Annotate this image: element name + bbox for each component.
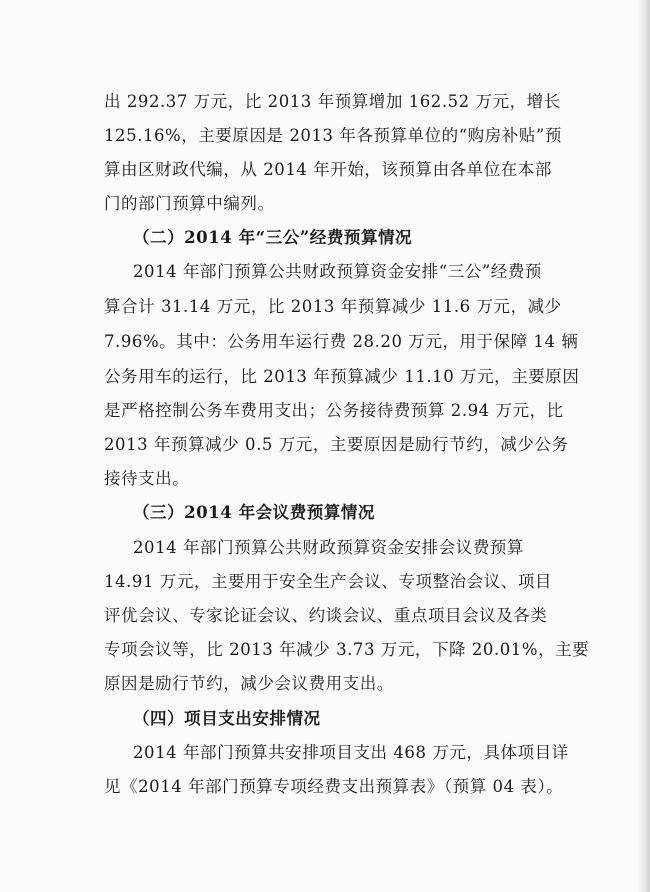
section-heading: （二）2014 年“三公”经费预算情况	[133, 228, 413, 247]
text-line: 125.16%，主要原因是 2013 年各预算单位的“购房补贴”预	[104, 126, 562, 145]
text-line: 算由区财政代编，从 2014 年开始，该预算由各单位在本部	[104, 160, 552, 179]
text-line: 7.96%。其中：公务用车运行费 28.20 万元，用于保障 14 辆	[104, 332, 579, 351]
text-line: 2013 年预算减少 0.5 万元，主要原因是励行节约，减少公务	[104, 435, 569, 454]
text-line: 出 292.37 万元，比 2013 年预算增加 162.52 万元，增长	[104, 92, 561, 111]
text-line: 2014 年部门预算共安排项目支出 468 万元，具体项目详	[133, 743, 569, 762]
text-line: 算合计 31.14 万元，比 2013 年预算减少 11.6 万元，减少	[104, 297, 562, 316]
scan-edge-shadow	[636, 0, 650, 892]
text-line: 门的部门预算中编列。	[104, 194, 275, 213]
text-line: 原因是励行节约，减少会议费用支出。	[104, 674, 394, 693]
section-heading: （三）2014 年会议费预算情况	[133, 503, 375, 522]
text-line: 见《2014 年部门预算专项经费支出预算表》（预算 04 表）。	[104, 777, 564, 796]
text-line: 2014 年部门预算公共财政预算资金安排“三公”经费预	[133, 262, 542, 281]
text-line: 公务用车的运行，比 2013 年预算减少 11.10 万元，主要原因	[104, 367, 580, 386]
text-line: 接待支出。	[104, 469, 190, 488]
text-line: 专项会议等，比 2013 年减少 3.73 万元，下降 20.01%，主要	[104, 640, 590, 659]
text-line: 是严格控制公务车费用支出；公务接待费预算 2.94 万元，比	[104, 401, 564, 420]
section-heading: （四）项目支出安排情况	[133, 709, 321, 728]
text-line: 2014 年部门预算公共财政预算资金安排会议费预算	[133, 538, 524, 557]
text-line: 14.91 万元，主要用于安全生产会议、专项整治会议、项目	[104, 572, 552, 591]
text-line: 评优会议、专家论证会议、约谈会议、重点项目会议及各类	[104, 606, 548, 625]
